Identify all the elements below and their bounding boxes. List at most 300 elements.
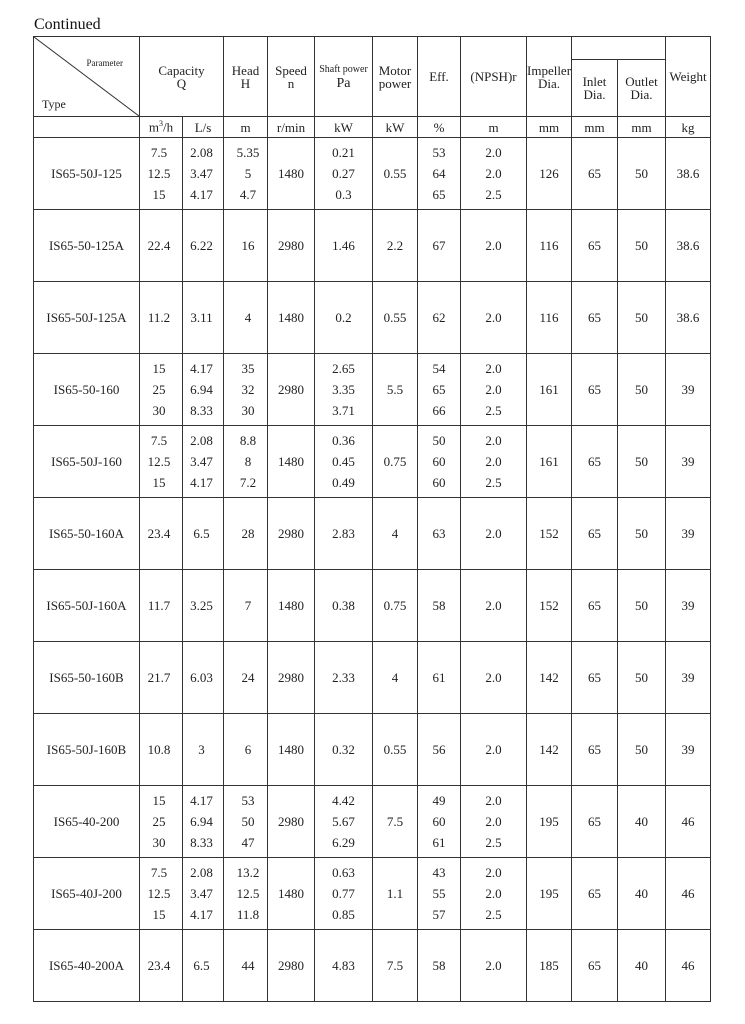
- cell-capacity-m3h-value: 7.5: [150, 433, 168, 448]
- cell-motor-power: 4: [373, 642, 418, 714]
- cell-capacity-ls: [183, 426, 224, 498]
- cell-type: IS65-50J-160A: [34, 570, 140, 642]
- cell-head: [224, 426, 268, 498]
- cell-capacity-m3h-value: 12.5: [147, 166, 171, 181]
- cell-weight: 39: [666, 714, 711, 786]
- cell-inlet: 65: [572, 210, 618, 282]
- cell-capacity-m3h: [140, 714, 183, 786]
- cell-capacity-m3h: [140, 642, 183, 714]
- cell-impeller: 126: [527, 138, 572, 210]
- cell-speed: 2980: [268, 210, 315, 282]
- cell-inlet: 65: [572, 930, 618, 1002]
- cell-capacity-m3h-value: 15: [152, 187, 166, 202]
- cell-type: IS65-40-200: [34, 786, 140, 858]
- cell-shaft-power: [315, 930, 373, 1002]
- capacity-header: Capacity Q: [140, 37, 224, 117]
- cell-motor-power: 0.55: [373, 714, 418, 786]
- cell-eff: [418, 642, 461, 714]
- cell-weight: 38.6: [666, 282, 711, 354]
- cell-capacity-m3h-value: 10.8: [147, 742, 171, 757]
- cell-capacity-m3h-value: 22.4: [147, 238, 171, 253]
- cell-shaft-power-value: 2.83: [332, 526, 355, 541]
- cell-shaft-power: [315, 498, 373, 570]
- cell-capacity-m3h-value: 25: [152, 382, 166, 397]
- speed-header: Speed n: [268, 37, 315, 117]
- cell-eff-value: 64: [432, 166, 446, 181]
- cell-head-value: 4: [244, 310, 252, 325]
- unit-head: m: [224, 117, 268, 138]
- cell-shaft-power-value: 2.33: [332, 670, 355, 685]
- cell-motor-power: 2.2: [373, 210, 418, 282]
- cell-speed: 2980: [268, 354, 315, 426]
- table-row: [34, 138, 711, 210]
- cell-head-value: 7.2: [239, 475, 257, 490]
- cell-npsh: [461, 930, 527, 1002]
- cell-npsh-value: 2.0: [485, 865, 502, 880]
- cell-outlet: 50: [618, 282, 666, 354]
- cell-eff-value: 61: [432, 670, 446, 685]
- cell-speed: 2980: [268, 642, 315, 714]
- cell-capacity-m3h: [140, 930, 183, 1002]
- cell-motor-power: 7.5: [373, 786, 418, 858]
- cell-motor-power: 1.1: [373, 858, 418, 930]
- cell-inlet: 65: [572, 282, 618, 354]
- cell-eff-value: 66: [432, 403, 446, 418]
- cell-shaft-power-value: 2.65: [332, 361, 355, 376]
- cell-head: [224, 858, 268, 930]
- cell-npsh: [461, 282, 527, 354]
- cell-npsh-value: 2.5: [485, 187, 502, 202]
- cell-npsh: [461, 642, 527, 714]
- weight-header: Weight: [666, 37, 711, 117]
- unit-shaft: kW: [315, 117, 373, 138]
- cell-npsh: [461, 426, 527, 498]
- cell-capacity-ls-value: 6.5: [193, 958, 210, 973]
- cell-eff-value: 60: [432, 454, 446, 469]
- unit-m3h: $m^3/h$: [140, 117, 183, 138]
- cell-shaft-power-value: 0.36: [332, 433, 355, 448]
- cell-shaft-power: [315, 570, 373, 642]
- cell-capacity-ls: [183, 570, 224, 642]
- cell-type: IS65-50-160A: [34, 498, 140, 570]
- cell-capacity-m3h-value: 23.4: [147, 958, 171, 973]
- cell-weight: 38.6: [666, 138, 711, 210]
- cell-speed: 1480: [268, 138, 315, 210]
- cell-npsh-value: 2.5: [485, 907, 502, 922]
- cell-head-value: 6: [244, 742, 252, 757]
- cell-impeller: 116: [527, 210, 572, 282]
- cell-type: IS65-40-200A: [34, 930, 140, 1002]
- cell-weight: 39: [666, 426, 711, 498]
- units-row: [34, 117, 711, 138]
- unit-outlet: mm: [618, 117, 666, 138]
- cell-shaft-power-value: 5.67: [332, 814, 355, 829]
- cell-eff-value: 61: [432, 835, 446, 850]
- parameter-type-header: [34, 37, 140, 117]
- pump-spec-table: [33, 36, 711, 1002]
- cell-weight: 46: [666, 858, 711, 930]
- table-row: [34, 354, 711, 426]
- cell-shaft-power: [315, 138, 373, 210]
- cell-motor-power: 5.5: [373, 354, 418, 426]
- cell-capacity-m3h: [140, 498, 183, 570]
- cell-capacity-m3h-value: 25: [152, 814, 166, 829]
- cell-head: [224, 138, 268, 210]
- cell-npsh-value: 2.5: [485, 403, 502, 418]
- cell-impeller: 152: [527, 570, 572, 642]
- cell-capacity-ls-value: 6.03: [190, 670, 213, 685]
- cell-impeller: 116: [527, 282, 572, 354]
- cell-npsh: [461, 858, 527, 930]
- cell-npsh-value: 2.0: [485, 361, 502, 376]
- cell-head: [224, 786, 268, 858]
- cell-weight: 39: [666, 642, 711, 714]
- cell-eff: [418, 210, 461, 282]
- cell-outlet: 50: [618, 642, 666, 714]
- cell-capacity-m3h-value: 15: [152, 793, 166, 808]
- cell-eff-value: 55: [432, 886, 446, 901]
- cell-impeller: 152: [527, 498, 572, 570]
- cell-capacity-m3h: [140, 138, 183, 210]
- cell-outlet: 50: [618, 138, 666, 210]
- cell-type: IS65-50-125A: [34, 210, 140, 282]
- cell-head-value: 11.8: [236, 907, 260, 922]
- cell-eff-value: 58: [432, 598, 446, 613]
- cell-capacity-ls: [183, 642, 224, 714]
- impeller-header: Impeller Dia.: [527, 37, 572, 117]
- cell-eff-value: 54: [432, 361, 446, 376]
- cell-head-value: 7: [244, 598, 252, 613]
- table-row: [34, 930, 711, 1002]
- cell-npsh-value: 2.5: [485, 835, 502, 850]
- cell-npsh-value: 2.0: [485, 814, 502, 829]
- cell-type: IS65-50-160B: [34, 642, 140, 714]
- cell-eff-value: 50: [432, 433, 446, 448]
- cell-outlet: 40: [618, 786, 666, 858]
- table-row: [34, 498, 711, 570]
- spec-body: [34, 138, 711, 1002]
- cell-capacity-ls-value: 3.47: [190, 886, 213, 901]
- cell-type: IS65-50J-125: [34, 138, 140, 210]
- cell-capacity-ls-value: 6.94: [190, 382, 213, 397]
- cell-weight: 39: [666, 354, 711, 426]
- cell-eff: [418, 930, 461, 1002]
- cell-npsh: [461, 570, 527, 642]
- cell-capacity-ls-value: 2.08: [190, 865, 213, 880]
- cell-eff: [418, 354, 461, 426]
- cell-head-value: 50: [241, 814, 255, 829]
- unit-npsh: m: [461, 117, 527, 138]
- cell-eff-value: 53: [432, 145, 446, 160]
- table-row: [34, 714, 711, 786]
- cell-capacity-m3h: [140, 570, 183, 642]
- cell-head: [224, 354, 268, 426]
- table-row: [34, 426, 711, 498]
- cell-head-value: 5.35: [236, 145, 260, 160]
- cell-capacity-ls: [183, 138, 224, 210]
- cell-eff-value: 60: [432, 814, 446, 829]
- cell-head-value: 4.7: [239, 187, 257, 202]
- cell-capacity-ls-value: 2.08: [190, 433, 213, 448]
- table-row: [34, 570, 711, 642]
- cell-motor-power: 4: [373, 498, 418, 570]
- cell-npsh: [461, 354, 527, 426]
- cell-shaft-power-value: 0.38: [332, 598, 355, 613]
- cell-shaft-power: [315, 282, 373, 354]
- shaft-power-header: Shaft power Pa: [315, 37, 373, 117]
- unit-speed: r/min: [268, 117, 315, 138]
- cell-head-value: 47: [241, 835, 255, 850]
- cell-capacity-m3h-value: 15: [152, 907, 166, 922]
- cell-capacity-m3h-value: 21.7: [147, 670, 171, 685]
- cell-head-value: 53: [241, 793, 255, 808]
- cell-head-value: 13.2: [236, 865, 260, 880]
- cell-npsh-value: 2.0: [485, 145, 502, 160]
- cell-npsh-value: 2.0: [485, 382, 502, 397]
- cell-capacity-ls: [183, 786, 224, 858]
- cell-motor-power: 0.75: [373, 570, 418, 642]
- cell-outlet: 50: [618, 354, 666, 426]
- cell-impeller: 142: [527, 642, 572, 714]
- motor-power-header: Motor power: [373, 37, 418, 117]
- unit-inlet: mm: [572, 117, 618, 138]
- cell-npsh-value: 2.0: [485, 598, 502, 613]
- cell-eff-value: 49: [432, 793, 446, 808]
- cell-shaft-power-value: 0.21: [332, 145, 355, 160]
- outlet-dia-header: Outlet Dia.: [618, 60, 666, 117]
- cell-head: [224, 642, 268, 714]
- cell-npsh-value: 2.0: [485, 742, 502, 757]
- unit-impeller: mm: [527, 117, 572, 138]
- cell-head-value: 12.5: [236, 886, 260, 901]
- cell-inlet: 65: [572, 138, 618, 210]
- cell-outlet: 50: [618, 210, 666, 282]
- cell-inlet: 65: [572, 714, 618, 786]
- unit-ls: L/s: [183, 117, 224, 138]
- cell-shaft-power-value: 3.35: [332, 382, 355, 397]
- cell-speed: 1480: [268, 858, 315, 930]
- cell-weight: 38.6: [666, 210, 711, 282]
- cell-type: IS65-50J-160: [34, 426, 140, 498]
- cell-capacity-m3h: [140, 426, 183, 498]
- type-label: Type: [42, 97, 66, 111]
- cell-capacity-ls-value: 6.5: [193, 526, 210, 541]
- cell-eff: [418, 858, 461, 930]
- cell-outlet: 40: [618, 858, 666, 930]
- cell-impeller: 185: [527, 930, 572, 1002]
- cell-motor-power: 0.75: [373, 426, 418, 498]
- table-row: [34, 642, 711, 714]
- cell-head-value: 8: [244, 454, 252, 469]
- cell-impeller: 195: [527, 786, 572, 858]
- cell-capacity-ls: [183, 714, 224, 786]
- cell-speed: 2980: [268, 498, 315, 570]
- cell-npsh: [461, 210, 527, 282]
- unit-weight: kg: [666, 117, 711, 138]
- cell-head: [224, 282, 268, 354]
- cell-npsh-value: 2.0: [485, 670, 502, 685]
- cell-head-value: 8.8: [239, 433, 257, 448]
- cell-head: [224, 498, 268, 570]
- cell-capacity-m3h-value: 7.5: [150, 145, 168, 160]
- cell-capacity-m3h-value: 30: [152, 835, 166, 850]
- units-type-blank: [34, 117, 140, 138]
- npsh-header: (NPSH)r: [461, 37, 527, 117]
- cell-inlet: 65: [572, 570, 618, 642]
- cell-eff-value: 65: [432, 187, 446, 202]
- cell-capacity-ls-value: 6.22: [190, 238, 213, 253]
- cell-capacity-ls: [183, 282, 224, 354]
- cell-head: [224, 570, 268, 642]
- cell-eff-value: 57: [432, 907, 446, 922]
- cell-outlet: 50: [618, 570, 666, 642]
- cell-shaft-power-value: 0.45: [332, 454, 355, 469]
- cell-capacity-ls-value: 6.94: [190, 814, 213, 829]
- diameter-group-header: [572, 37, 666, 60]
- cell-speed: 2980: [268, 930, 315, 1002]
- unit-eff: %: [418, 117, 461, 138]
- cell-eff-value: 58: [432, 958, 446, 973]
- cell-head-value: 28: [241, 526, 255, 541]
- cell-capacity-ls-value: 2.08: [190, 145, 213, 160]
- cell-eff: [418, 282, 461, 354]
- cell-capacity-m3h: [140, 786, 183, 858]
- cell-capacity-m3h-value: 11.7: [147, 598, 171, 613]
- cell-shaft-power: [315, 354, 373, 426]
- cell-shaft-power-value: 3.71: [332, 403, 355, 418]
- cell-capacity-m3h: [140, 858, 183, 930]
- cell-head-value: 24: [241, 670, 255, 685]
- unit-motor: kW: [373, 117, 418, 138]
- cell-head-value: 32: [241, 382, 255, 397]
- cell-npsh: [461, 138, 527, 210]
- cell-capacity-ls-value: 3: [198, 742, 205, 757]
- cell-shaft-power: [315, 714, 373, 786]
- cell-outlet: 50: [618, 426, 666, 498]
- cell-capacity-m3h-value: 23.4: [147, 526, 171, 541]
- cell-speed: 1480: [268, 426, 315, 498]
- cell-inlet: 65: [572, 786, 618, 858]
- cell-motor-power: 0.55: [373, 138, 418, 210]
- cell-npsh-value: 2.0: [485, 454, 502, 469]
- table-caption: Continued: [34, 16, 101, 33]
- cell-capacity-m3h: [140, 210, 183, 282]
- cell-eff-value: 43: [432, 865, 446, 880]
- table-row: [34, 858, 711, 930]
- cell-motor-power: 7.5: [373, 930, 418, 1002]
- cell-capacity-ls-value: 8.33: [190, 403, 213, 418]
- cell-outlet: 50: [618, 714, 666, 786]
- cell-head: [224, 714, 268, 786]
- cell-shaft-power-value: 0.63: [332, 865, 355, 880]
- cell-capacity-ls-value: 3.25: [190, 598, 213, 613]
- cell-shaft-power: [315, 426, 373, 498]
- cell-weight: 46: [666, 786, 711, 858]
- cell-eff: [418, 714, 461, 786]
- cell-inlet: 65: [572, 642, 618, 714]
- cell-capacity-m3h-value: 12.5: [147, 886, 171, 901]
- cell-inlet: 65: [572, 498, 618, 570]
- cell-outlet: 50: [618, 498, 666, 570]
- cell-weight: 39: [666, 498, 711, 570]
- cell-eff-value: 63: [432, 526, 446, 541]
- cell-capacity-ls-value: 4.17: [190, 907, 213, 922]
- cell-inlet: 65: [572, 354, 618, 426]
- inlet-dia-header: Inlet Dia.: [572, 60, 618, 117]
- cell-capacity-ls-value: 4.17: [190, 361, 213, 376]
- cell-npsh: [461, 786, 527, 858]
- cell-shaft-power-value: 0.2: [335, 310, 352, 325]
- cell-npsh-value: 2.0: [485, 238, 502, 253]
- cell-motor-power: 0.55: [373, 282, 418, 354]
- cell-speed: 2980: [268, 786, 315, 858]
- eff-header: Eff.: [418, 37, 461, 117]
- cell-npsh-value: 2.0: [485, 310, 502, 325]
- cell-impeller: 161: [527, 426, 572, 498]
- cell-npsh-value: 2.0: [485, 886, 502, 901]
- cell-eff-value: 62: [432, 310, 446, 325]
- cell-eff-value: 60: [432, 475, 446, 490]
- cell-shaft-power-value: 0.77: [332, 886, 355, 901]
- parameter-label: Parameter: [86, 58, 123, 68]
- cell-npsh-value: 2.0: [485, 526, 502, 541]
- cell-shaft-power: [315, 858, 373, 930]
- cell-capacity-ls-value: 3.47: [190, 166, 213, 181]
- table-row: [34, 282, 711, 354]
- cell-capacity-ls-value: 4.17: [190, 475, 213, 490]
- cell-capacity-m3h-value: 15: [152, 361, 166, 376]
- cell-head: [224, 210, 268, 282]
- cell-capacity-ls-value: 3.47: [190, 454, 213, 469]
- cell-capacity-m3h-value: 30: [152, 403, 166, 418]
- cell-capacity-ls: [183, 930, 224, 1002]
- cell-shaft-power-value: 6.29: [332, 835, 355, 850]
- cell-head-value: 35: [241, 361, 255, 376]
- cell-shaft-power-value: 4.42: [332, 793, 355, 808]
- cell-capacity-m3h-value: 7.5: [150, 865, 168, 880]
- cell-npsh-value: 2.0: [485, 793, 502, 808]
- cell-shaft-power-value: 4.83: [332, 958, 355, 973]
- cell-eff-value: 65: [432, 382, 446, 397]
- cell-speed: 1480: [268, 714, 315, 786]
- cell-capacity-ls-value: 4.17: [190, 187, 213, 202]
- cell-shaft-power-value: 0.85: [332, 907, 355, 922]
- cell-npsh: [461, 714, 527, 786]
- cell-shaft-power-value: 0.49: [332, 475, 355, 490]
- cell-head-value: 5: [244, 166, 252, 181]
- cell-capacity-m3h-value: 11.2: [147, 310, 171, 325]
- cell-eff: [418, 498, 461, 570]
- cell-eff-value: 56: [432, 742, 446, 757]
- cell-type: IS65-50-160: [34, 354, 140, 426]
- cell-shaft-power: [315, 210, 373, 282]
- cell-inlet: 65: [572, 426, 618, 498]
- cell-head: [224, 930, 268, 1002]
- cell-capacity-ls-value: 8.33: [190, 835, 213, 850]
- cell-capacity-m3h: [140, 282, 183, 354]
- cell-head-value: 44: [241, 958, 255, 973]
- table-row: [34, 210, 711, 282]
- cell-eff: [418, 786, 461, 858]
- cell-capacity-ls: [183, 858, 224, 930]
- cell-capacity-m3h-value: 12.5: [147, 454, 171, 469]
- cell-impeller: 195: [527, 858, 572, 930]
- cell-shaft-power: [315, 786, 373, 858]
- cell-npsh-value: 2.0: [485, 433, 502, 448]
- cell-shaft-power-value: 0.27: [332, 166, 355, 181]
- cell-head-value: 30: [241, 403, 255, 418]
- cell-head-value: 16: [241, 238, 255, 253]
